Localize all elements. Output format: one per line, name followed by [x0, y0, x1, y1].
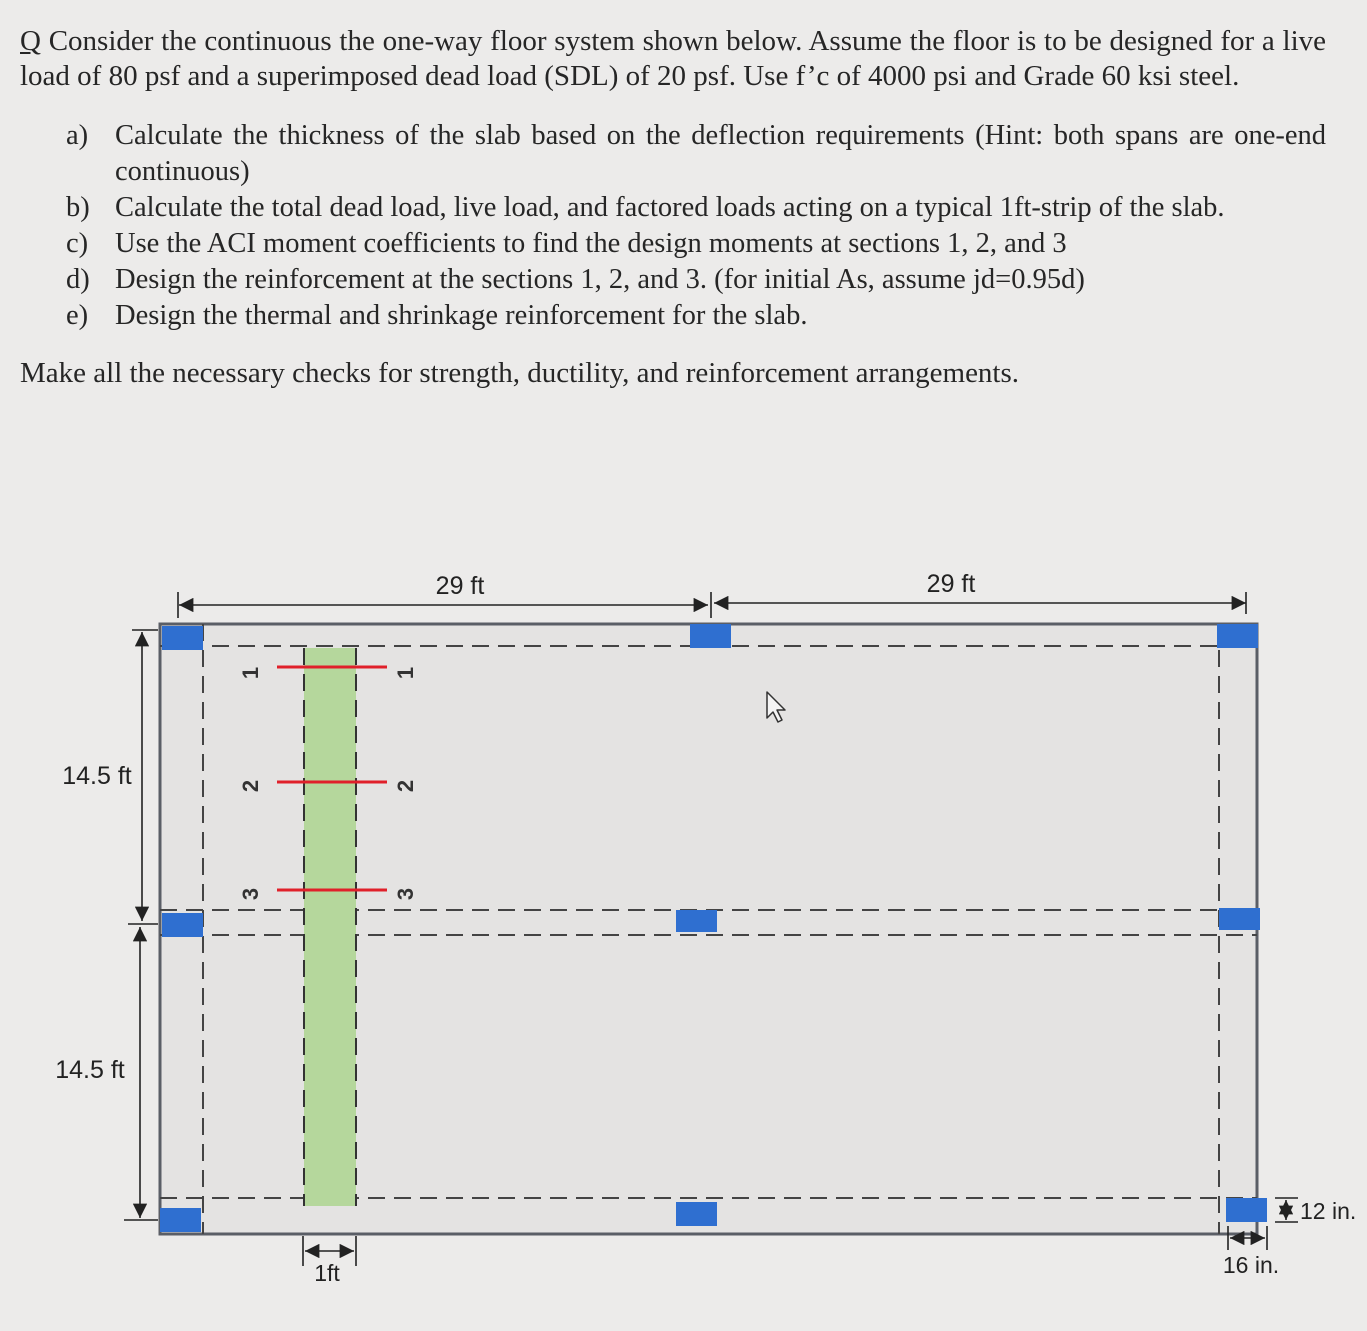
span-left-label: 29 ft	[435, 572, 485, 600]
section-label-1-right: 1	[393, 666, 418, 680]
part-text: Use the ACI moment coefficients to find the design moments at sections 1, 2, and 3	[115, 228, 1067, 259]
part-text: Design the thermal and shrinkage reinforcement for the slab.	[115, 300, 808, 331]
bay-bottom-label: 14.5 ft	[55, 1056, 125, 1084]
part-label: d)	[66, 264, 90, 295]
section-label-3-left: 3	[238, 887, 263, 901]
bay-dimensions	[124, 630, 158, 1220]
beam-depth-label: 12 in.	[1300, 1198, 1357, 1224]
column	[676, 1202, 717, 1226]
intro-text: Consider the continuous the one-way floor system shown below. Assume the floor is to be designed for a live load of 80 psf and a superimposed dead load (SDL) of 20 psf. Use f’c of 4000 psi and Grade 60 ksi steel.	[20, 25, 1327, 92]
part-text: Design the reinforcement at the sections 1, 2, and 3. (for initial As, assume jd=0.95d)	[115, 264, 1085, 295]
section-label-2-left: 2	[238, 779, 263, 793]
column-width-label: 16 in.	[1222, 1252, 1280, 1278]
strip-width-label: 1ft	[314, 1260, 340, 1286]
span-dimensions	[178, 592, 1246, 618]
section-label-3-right: 3	[393, 887, 418, 901]
part-text: Calculate the thickness of the slab based on the deflection requirements (Hint: both spans are one-end continuous)	[115, 120, 1326, 187]
part-text: Calculate the total dead load, live load, and factored loads acting on a typical 1ft-strip of the slab.	[115, 192, 1225, 223]
part-label: a)	[66, 120, 89, 151]
question-marker: Q	[20, 25, 41, 57]
column	[690, 624, 731, 648]
design-strip	[304, 648, 356, 1206]
column	[1217, 624, 1258, 648]
column	[160, 1208, 201, 1232]
column	[162, 913, 203, 937]
column	[1219, 908, 1260, 930]
part-label: c)	[66, 228, 89, 259]
section-label-1-left: 1	[238, 666, 263, 680]
column	[162, 626, 203, 650]
bay-top-label: 14.5 ft	[62, 762, 132, 790]
column	[676, 910, 717, 932]
part-label: e)	[66, 300, 89, 331]
column	[1226, 1198, 1267, 1222]
closing-text: Make all the necessary checks for strength, ductility, and reinforcement arrangements.	[20, 357, 1020, 389]
beam-depth-dimension	[1275, 1198, 1298, 1222]
span-right-label: 29 ft	[926, 570, 976, 598]
part-label: b)	[66, 192, 90, 223]
section-label-2-right: 2	[393, 779, 418, 793]
